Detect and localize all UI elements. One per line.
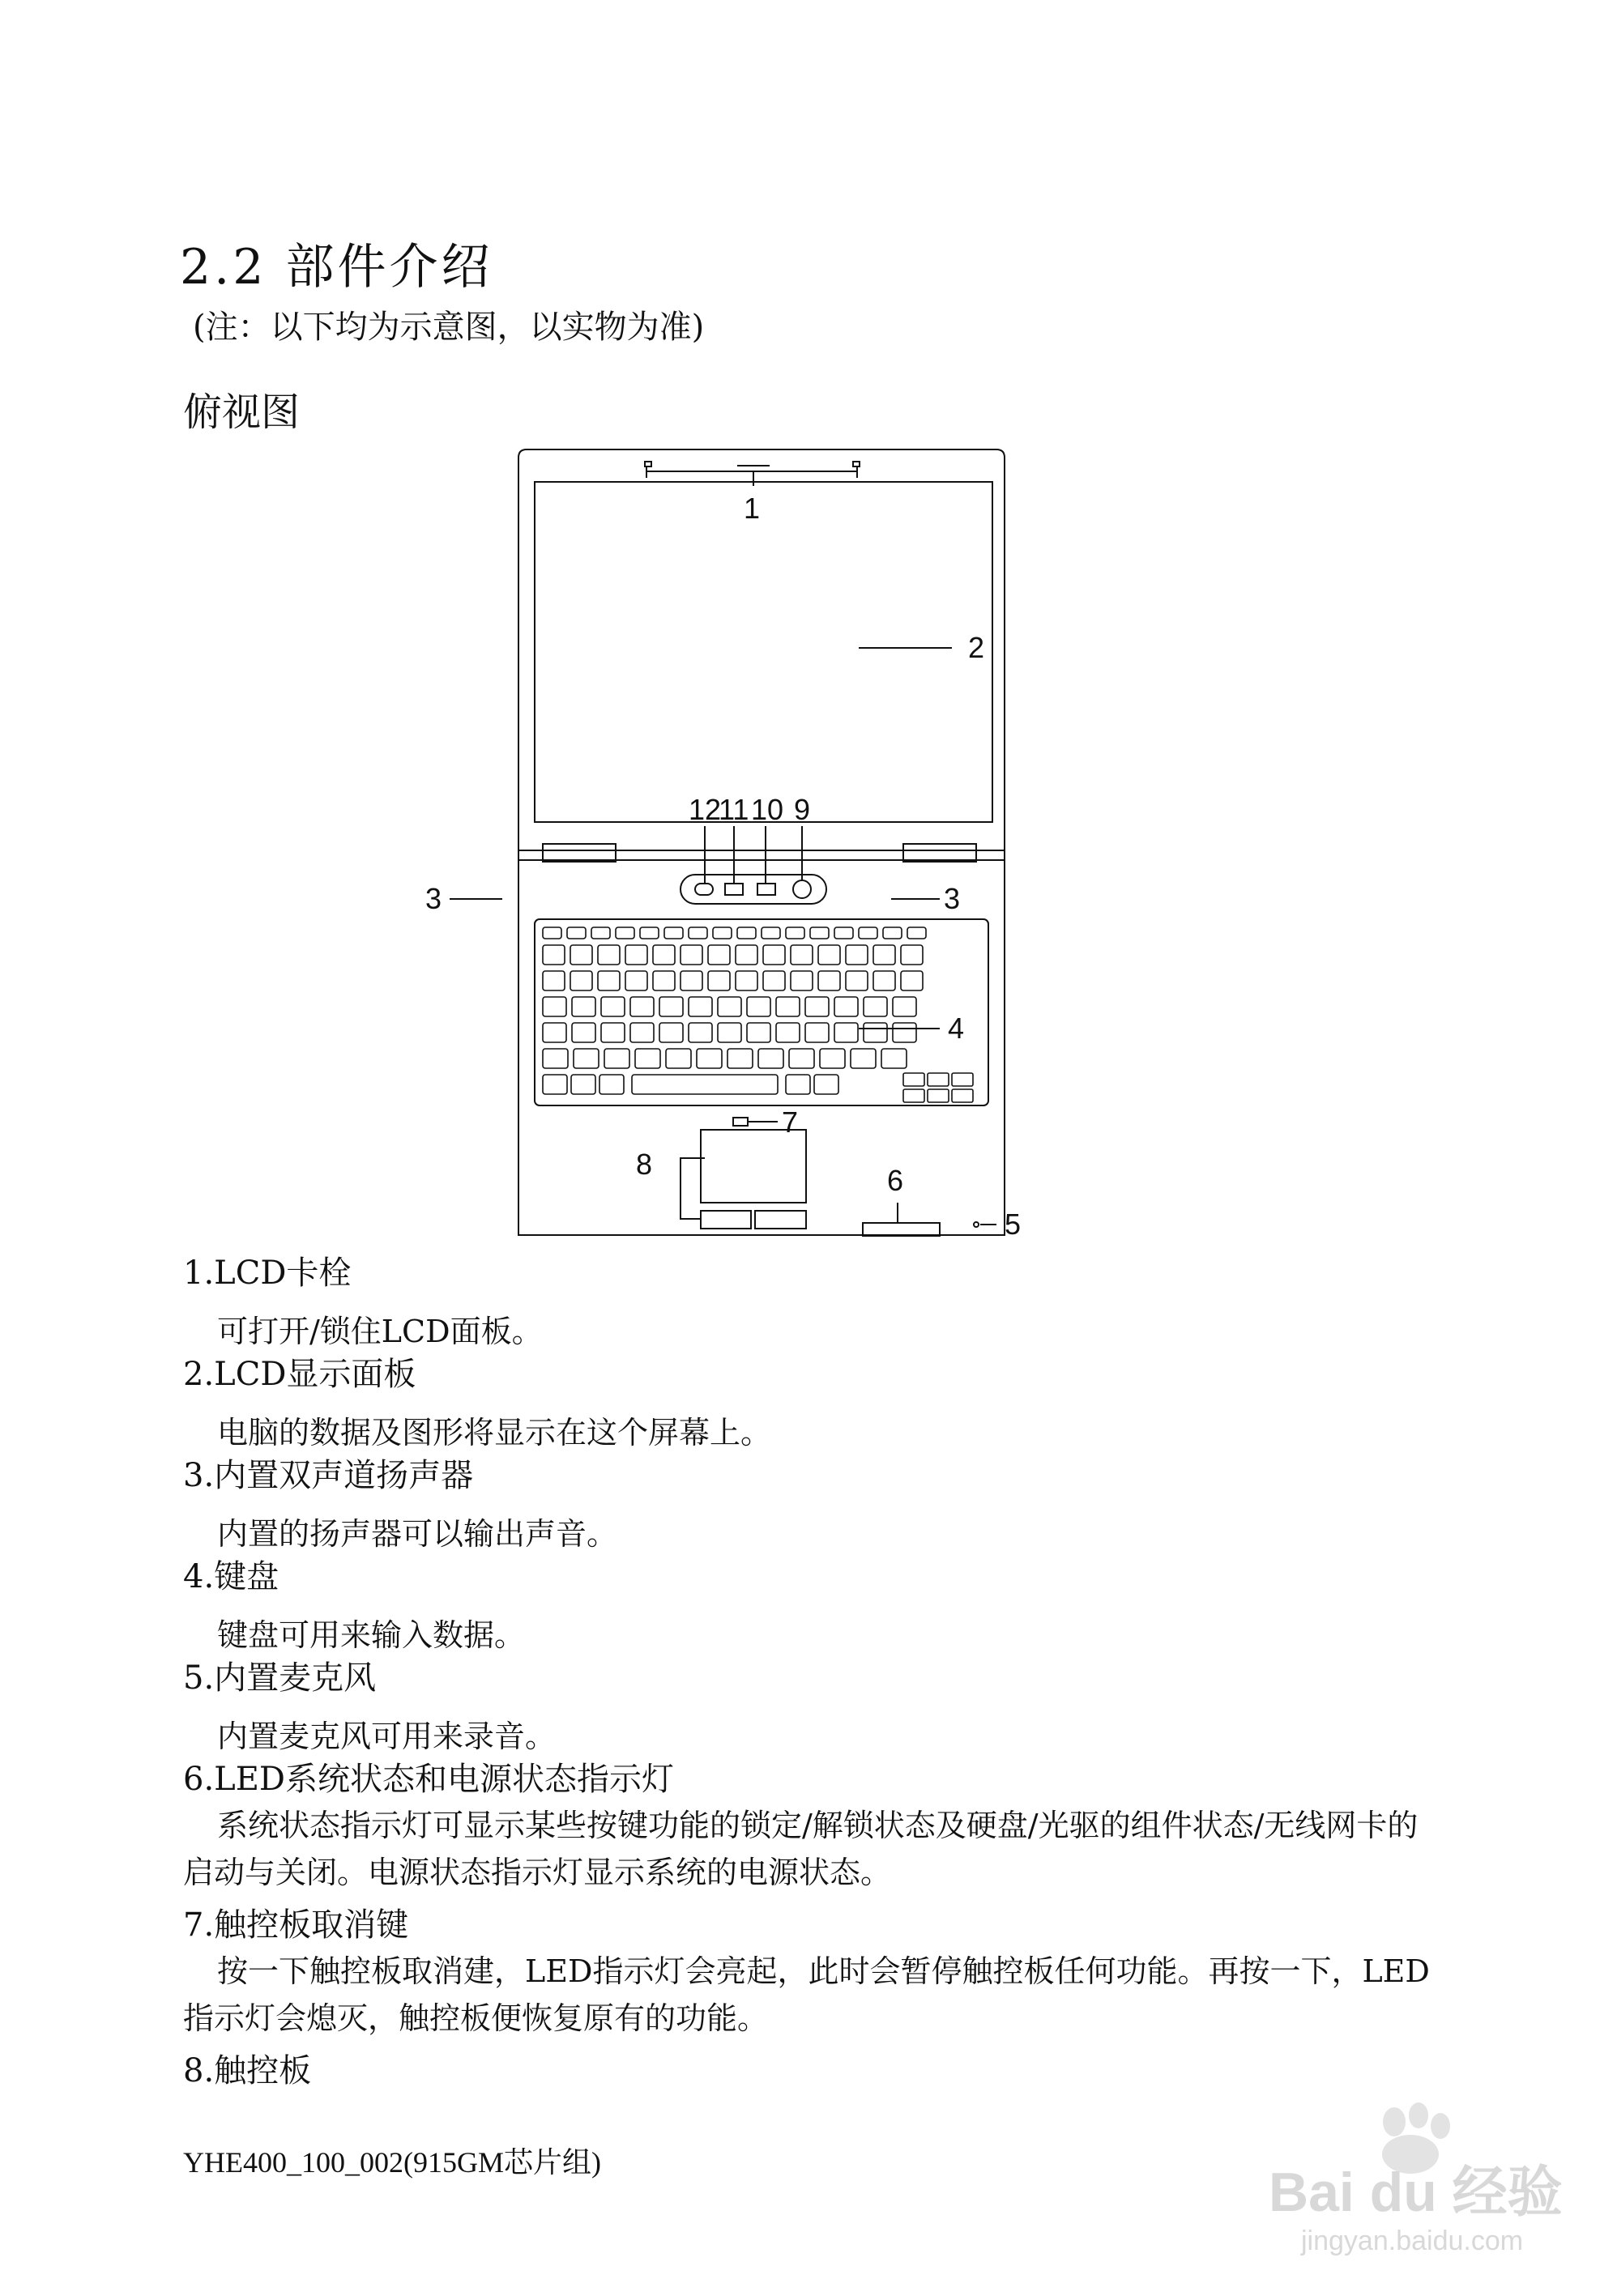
laptop-diagram [425,445,1102,1247]
arrow-key [952,1073,973,1086]
keyboard-key [653,971,675,990]
keyboard-key [572,997,595,1016]
callout-5: 5 [1005,1208,1022,1241]
watermark-url: jingyan.baidu.com [1301,2226,1524,2256]
item-title-1: 1.LCD卡栓 [183,1254,352,1292]
keyboard-key [574,1049,599,1068]
callout-1: 1 [744,492,761,525]
keyboard-key [818,945,840,965]
keyboard-key [883,927,902,939]
keyboard-key [640,927,659,939]
item-title-3: 3.内置双声道扬声器 [183,1457,474,1494]
item-body-4: 键盘可用来输入数据。 [217,1617,526,1653]
keyboard-key [810,927,829,939]
keyboard-key [689,1023,712,1042]
keyboard-key [786,927,804,939]
keyboard-key [630,997,654,1016]
section-title: 2.2 部件介绍 [180,239,493,296]
keyboard-key [543,971,565,990]
keyboard-key [747,997,770,1016]
keyboard-key [736,971,757,990]
keyboard-key [570,945,592,965]
keyboard-key [834,927,853,939]
keyboard-key [664,927,683,939]
arrow-key [928,1073,949,1086]
callout-11: 11 [719,793,749,826]
keyboard-key [659,997,683,1016]
item-title-8: 8.触控板 [183,2052,312,2089]
keyboard-key [666,1049,691,1068]
keyboard-key [713,927,732,939]
callout-4: 4 [948,1012,965,1045]
keyboard-key [543,945,565,965]
keyboard-key [718,997,741,1016]
keyboard-key [818,971,840,990]
item-body-5: 内置麦克风可用来录音。 [217,1719,557,1754]
keyboard-key [570,971,592,990]
keyboard-key [659,1023,683,1042]
keyboard-key [571,1075,595,1094]
keyboard-key [708,971,730,990]
keyboard-key [893,1023,916,1042]
keyboard-key [846,971,868,990]
item-title-2: 2.LCD显示面板 [183,1356,416,1393]
keyboard-key [736,945,757,965]
keyboard-key [758,1049,783,1068]
keyboard-key [791,971,813,990]
keyboard-key [747,1023,770,1042]
callout-10: 10 [751,793,784,826]
keyboard-key [805,997,829,1016]
item-body-2: 电脑的数据及图形将显示在这个屏幕上。 [217,1415,772,1450]
keyboard-key [814,1075,838,1094]
keyboard-spacebar [632,1075,778,1094]
keyboard-key [625,971,647,990]
keyboard-key [763,971,785,990]
keyboard-key [697,1049,722,1068]
keyboard-key [901,945,923,965]
keyboard-key [873,971,895,990]
keyboard-key [598,945,620,965]
keyboard-key [543,997,566,1016]
item-title-7: 7.触控板取消键 [183,1906,409,1944]
arrow-key [903,1073,924,1086]
item-body-1: 可打开/锁住LCD面板。 [217,1314,543,1349]
keyboard-key [543,1075,567,1094]
arrow-key [928,1089,949,1102]
arrow-key [903,1089,924,1102]
keyboard-key [601,1023,625,1042]
keyboard-key [786,1075,810,1094]
keyboard-key [851,1049,876,1068]
keyboard-key [727,1049,753,1068]
page-footer: YHE400_100_002(915GM芯片组) [183,2146,601,2179]
keyboard-key [873,945,895,965]
keyboard-key [635,1049,660,1068]
keyboard-key [604,1049,629,1068]
callout-3-left: 3 [425,882,442,915]
keyboard-key [820,1049,845,1068]
keyboard-key [864,1023,887,1042]
keyboard-key [776,997,800,1016]
keyboard-key [893,997,916,1016]
keyboard-key [708,945,730,965]
keyboard-key [543,1023,566,1042]
keyboard-key [591,927,610,939]
keyboard-key [762,927,780,939]
keyboard-key [789,1049,814,1068]
callout-6: 6 [887,1164,904,1197]
keyboard-key [859,927,877,939]
keyboard-key [881,1049,907,1068]
keyboard-key [543,927,561,939]
arrow-key [952,1089,973,1102]
item-title-5: 5.内置麦克风 [183,1659,377,1697]
keyboard-key [630,1023,654,1042]
callout-9: 9 [794,793,811,826]
keyboard-key [763,945,785,965]
item-body-3: 内置的扬声器可以输出声音。 [217,1516,618,1552]
item-body-7: 按一下触控板取消建，LED指示灯会亮起，此时会暂停触控板任何功能。再按一下，LED指示灯会熄灭，触控板便恢复原有的功能。 [183,1953,1430,2036]
keyboard-key [599,1075,624,1094]
keyboard-key [572,1023,595,1042]
keyboard-key [846,945,868,965]
keyboard-key [598,971,620,990]
keyboard-key [625,945,647,965]
keyboard-key [901,971,923,990]
view-title: 俯视图 [183,390,301,435]
keyboard-key [689,997,712,1016]
callout-8: 8 [636,1148,653,1181]
item-body-6: 系统状态指示灯可显示某些按键功能的锁定/解锁状态及硬盘/光驱的组件状态/无线网卡的启动与关闭。电源状态指示灯显示系统的电源状态。 [183,1808,1419,1890]
callout-12: 12 [689,793,722,826]
keyboard-key [776,1023,800,1042]
watermark-brand: Bai du 经验 [1269,2162,1563,2223]
keyboard-key [543,1049,568,1068]
keyboard-key [601,997,625,1016]
callout-7: 7 [782,1105,799,1139]
keyboard-key [737,927,756,939]
keyboard-key [907,927,926,939]
callout-3-right: 3 [944,882,961,915]
keyboard-key [864,997,887,1016]
keyboard-key [616,927,634,939]
item-title-6: 6.LED系统状态和电源状态指示灯 [183,1761,674,1798]
item-title-4: 4.键盘 [183,1558,279,1595]
keyboard-key [834,1023,858,1042]
keyboard-key [718,1023,741,1042]
keyboard-key [681,971,702,990]
keyboard-key [681,945,702,965]
keyboard-key [834,997,858,1016]
callout-2: 2 [968,631,985,664]
keyboard-key [791,945,813,965]
baidu-watermark [1252,2089,1563,2260]
keyboard-key [805,1023,829,1042]
section-note: (注：以下均为示意图，以实物为准) [193,309,705,346]
keyboard-key [653,945,675,965]
keyboard-key [689,927,707,939]
keyboard-key [567,927,586,939]
